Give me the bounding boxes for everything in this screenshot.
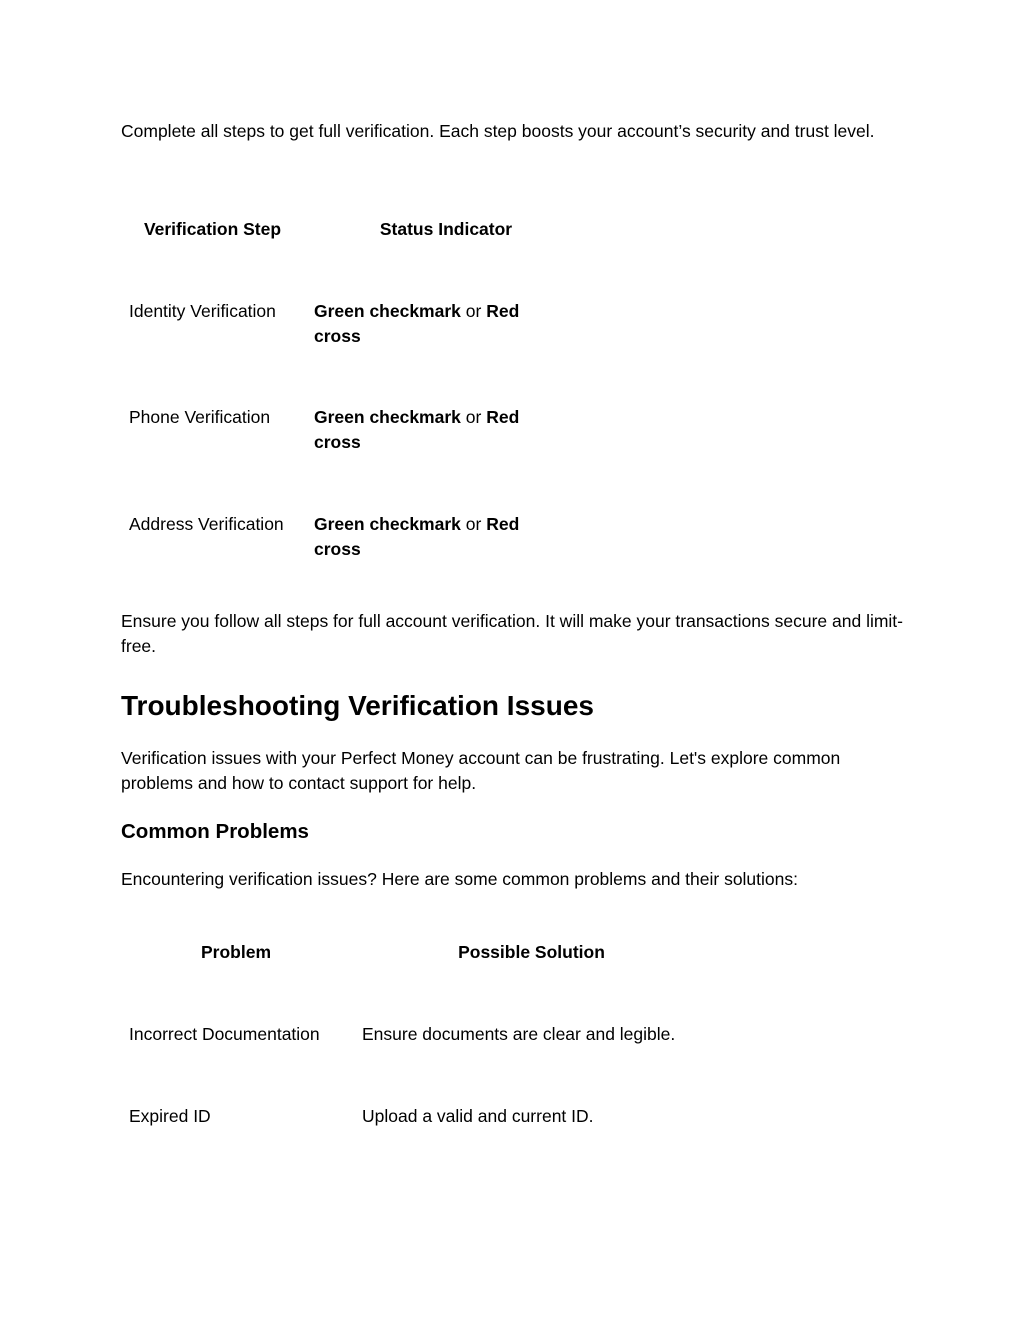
solution-cell: Ensure documents are clear and legible.: [362, 1024, 676, 1044]
solution-cell: Upload a valid and current ID.: [362, 1106, 594, 1126]
common-problems-heading: Common Problems: [121, 820, 309, 843]
problems-table-header-problem: Problem: [200, 942, 272, 962]
status-indicator-cell: Green checkmark or Red cross: [314, 514, 520, 559]
intro-paragraph: Complete all steps to get full verification. Each step boosts your account’s security and trust level.: [121, 121, 875, 141]
verification-table-header-step: Verification Step: [143, 219, 282, 239]
verification-step-cell: Address Verification: [129, 514, 284, 534]
problem-cell: Incorrect Documentation: [129, 1024, 320, 1044]
troubleshooting-paragraph: Verification issues with your Perfect Money account can be frustrating. Let's explore common problems and how to contact support for help.: [121, 748, 841, 793]
ensure-paragraph: Ensure you follow all steps for full account verification. It will make your transactions secure and limit-free.: [121, 611, 903, 656]
verification-step-cell: Phone Verification: [129, 407, 271, 427]
troubleshooting-heading: Troubleshooting Verification Issues: [121, 690, 594, 721]
status-indicator-cell: Green checkmark or Red cross: [314, 301, 520, 346]
verification-step-cell: Identity Verification: [129, 301, 276, 321]
problems-table-header-solution: Possible Solution: [458, 942, 605, 962]
status-indicator-cell: Green checkmark or Red cross: [314, 407, 520, 452]
common-problems-paragraph: Encountering verification issues? Here are some common problems and their solutions:: [121, 869, 798, 889]
problem-cell: Expired ID: [129, 1106, 211, 1126]
verification-table-header-status: Status Indicator: [379, 219, 513, 239]
